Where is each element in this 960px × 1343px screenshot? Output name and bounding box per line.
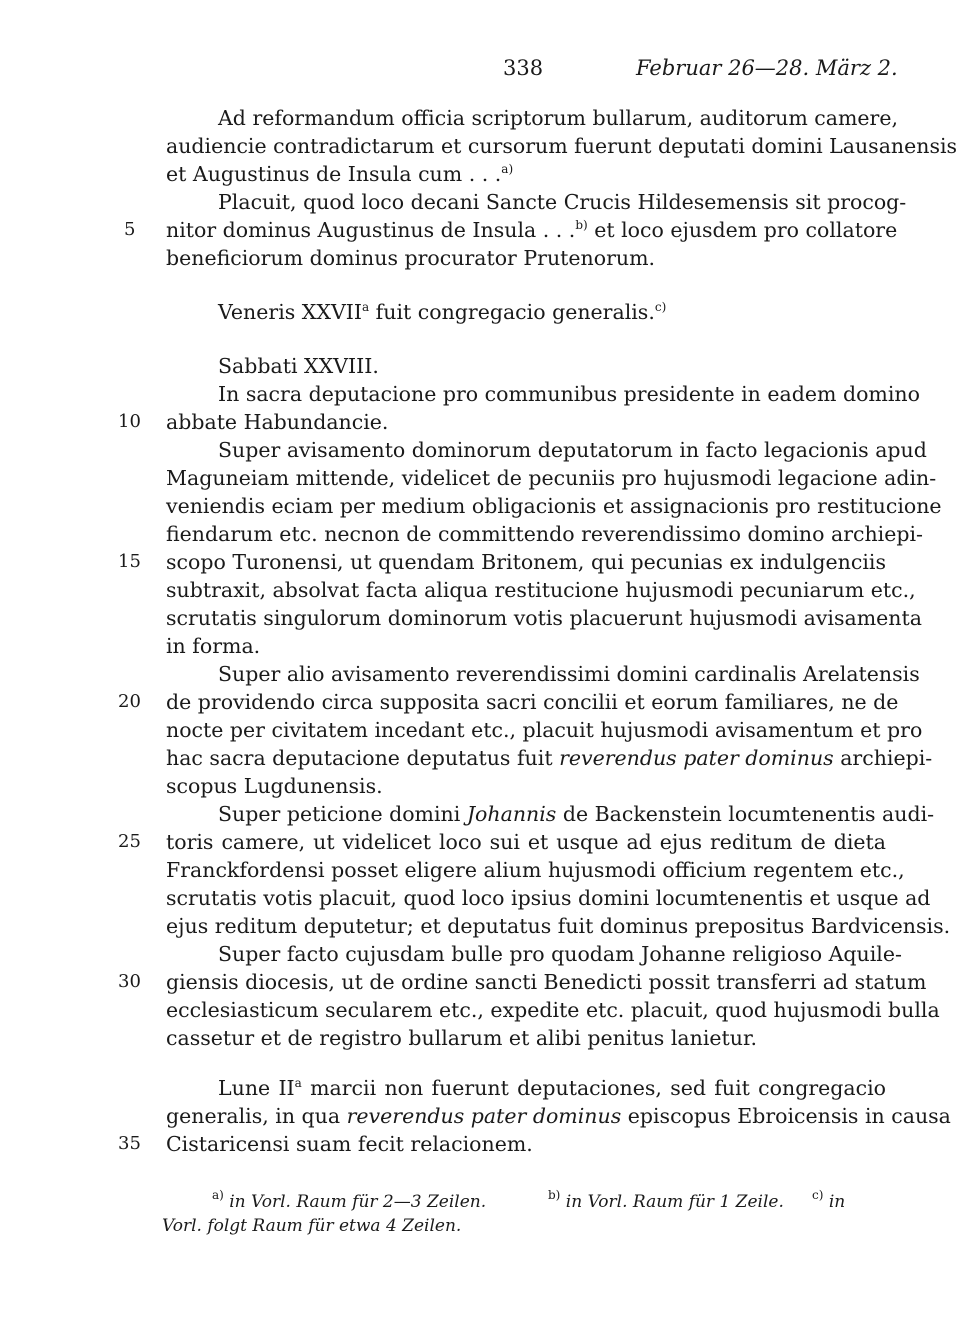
text-line-24: Super peticione domini Johannis de Backenstein locumtenentis audi- <box>218 802 935 826</box>
footnote-ref-b: b) <box>575 218 588 232</box>
text-line-29: Super facto cujusdam bulle pro quodam Johanne religioso Aquile- <box>218 942 902 966</box>
footnote-a: $^{a)}$ in Vorl. Raum für 2—3 Zeilen. <box>212 1188 487 1212</box>
line-number: 35 <box>118 1133 141 1154</box>
text-line-21: nocte per civitatem incedant etc., placuit hujusmodi avisamentum et pro <box>166 718 923 742</box>
text-line-32: cassetur et de registro bullarum et alibi penitus lanietur. <box>166 1026 758 1050</box>
text-line-23: scopus Lugdunensis. <box>166 774 383 798</box>
text-line-2: audiencie contradictarum et cursorum fuerunt deputati domini Lausanensis <box>166 134 958 158</box>
text-line-30: giensis diocesis, ut de ordine sancti Benedicti possit transferri ad statum <box>166 970 927 994</box>
line-number: 25 <box>118 831 141 852</box>
text-line-31: ecclesiasticum secularem etc., expedite etc. placuit, quod hujusmodi bulla <box>166 998 940 1022</box>
text-line-4: Placuit, quod loco decani Sancte Crucis Hildesemensis sit procog- <box>218 190 907 214</box>
text-line-14: fiendarum etc. necnon de committendo reverendissimo domino archiepi- <box>166 522 923 546</box>
text-line-1: Ad reformandum officia scriptorum bullarum, auditorum camere, <box>218 106 899 130</box>
text-line-18: in forma. <box>166 634 261 658</box>
text-line-35: Cistaricensi suam fecit relacionem. <box>166 1132 533 1156</box>
text-line-26: Franckfordensi posset eligere alium hujusmodi officium regentem etc., <box>166 858 905 882</box>
text-line-13: veniendis eciam per medium obligacionis et assignacionis pro restitucione <box>166 494 942 518</box>
text-line-17: scrutatis singulorum dominorum votis placuerunt hujusmodi avisamenta <box>166 606 922 630</box>
text-line-25: toris camere, ut videlicet loco sui et usque ad ejus reditum de dieta <box>166 830 886 854</box>
text-line-20: de providendo circa supposita sacri concilii et eorum familiares, ne de <box>166 690 899 714</box>
footnote-c: $^{c)}$ in <box>812 1188 846 1212</box>
text-line-27: scrutatis votis placuit, quod loco ipsius domini locumtenentis et usque ad <box>166 886 931 910</box>
page-number: 338 <box>503 56 544 80</box>
text-line-9: In sacra deputacione pro communibus presidente in eadem domino <box>218 382 920 406</box>
text-line-22: hac sacra deputacione deputatus fuit reverendus pater dominus archiepi- <box>166 746 933 770</box>
text-line-10: abbate Habundancie. <box>166 410 389 434</box>
text-line-7: Veneris XXVII$^a$ fuit congregacio generalis.$^{c)}$ <box>218 300 667 324</box>
text-line-12: Maguneiam mittende, videlicet de pecuniis pro hujusmodi legacione adin- <box>166 466 937 490</box>
text-line-19: Super alio avisamento reverendissimi domini cardinalis Arelatensis <box>218 662 920 686</box>
page-header <box>0 56 960 86</box>
text-line-8: Sabbati XXVIII. <box>218 354 379 378</box>
line-number: 10 <box>118 411 141 432</box>
text-line-11: Super avisamento dominorum deputatorum in facto legacionis apud <box>218 438 927 462</box>
line-number: 30 <box>118 971 141 992</box>
text-line-16: subtraxit, absolvat facta aliqua restitucione hujusmodi pecuniarum etc., <box>166 578 916 602</box>
text-line-3: et Augustinus de Insula cum . . .$^{a)}$ <box>166 162 514 186</box>
text-line-6: beneficiorum dominus procurator Prutenorum. <box>166 246 656 270</box>
text-line-33: Lune $II^a$ marcii non fuerunt deputaciones, sed fuit congregacio <box>218 1076 886 1100</box>
footnote-ref-c: c) <box>654 300 667 314</box>
footnote-ref-a: a) <box>501 162 514 176</box>
footnote-c-continued: Vorl. folgt Raum für etwa 4 Zeilen. <box>162 1216 462 1236</box>
text-line-5: nitor dominus Augustinus de Insula . . .$^{b)}$ et loco ejusdem pro collatore <box>166 218 898 242</box>
running-title: Februar 26—28. März 2. <box>636 56 898 80</box>
text-line-15: scopo Turonensi, ut quendam Britonem, qui pecunias ex indulgenciis <box>166 550 886 574</box>
line-number: 15 <box>118 551 141 572</box>
footnote-b: $^{b)}$ in Vorl. Raum für 1 Zeile. <box>548 1188 784 1212</box>
line-number: 5 <box>124 219 136 240</box>
text-line-34: generalis, in qua reverendus pater dominus episcopus Ebroicensis in causa <box>166 1104 951 1128</box>
line-number: 20 <box>118 691 141 712</box>
text-line-28: ejus reditum deputetur; et deputatus fuit dominus prepositus Bardvicensis. <box>166 914 951 938</box>
